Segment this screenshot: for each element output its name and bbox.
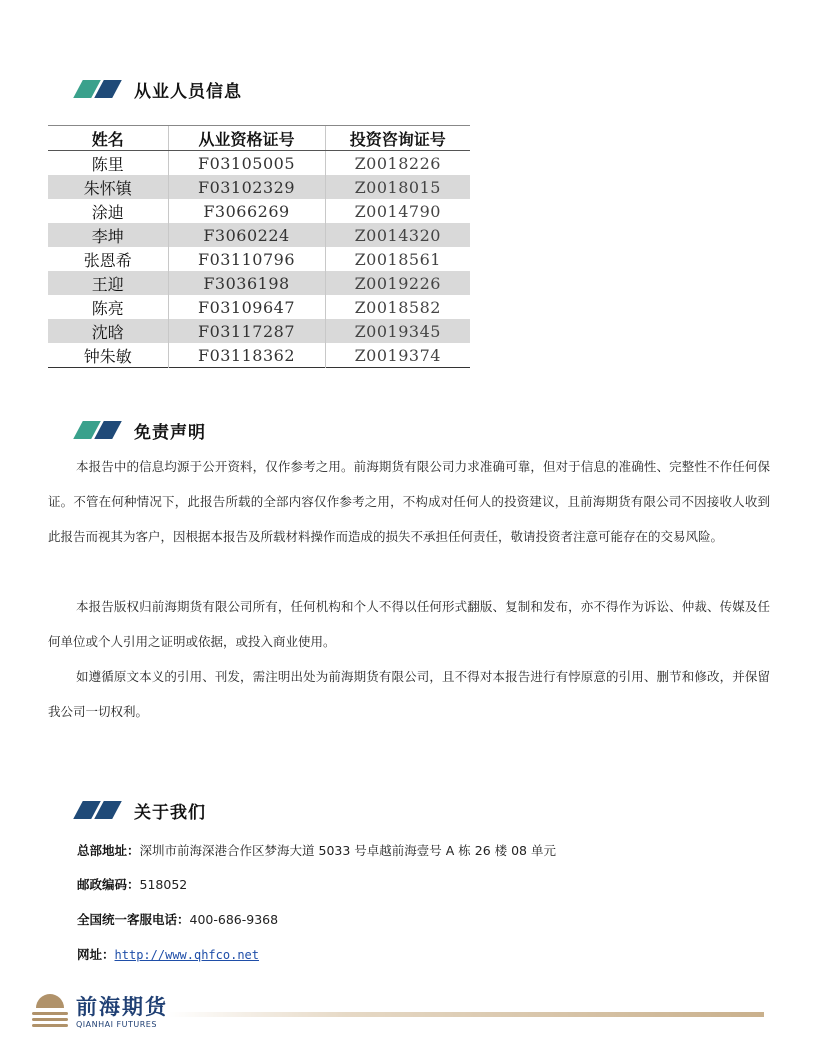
staff-name: 朱怀镇 [48,175,168,199]
disclaimer-paragraph: 本报告中的信息均源于公开资料，仅作参考之用。前海期货有限公司力求准确可靠，但对于信息的准确性、完整性不作任何保证。不管在何种情况下，此报告所载的全部内容仅作参考之用，不构成对任何人的投资建议，且前海期货有限公司不因接收人收到此报告而视其为客户，因根据本报告及所载材料操作而造成的损失不承担任何责任，敬请投资者注意可能存在的交易风险。 [48,459,770,544]
qualification-number: F03110796 [168,247,325,271]
table-row [48,319,470,343]
consulting-number: Z0018226 [325,151,470,176]
staff-name: 钟朱敏 [83,346,132,366]
staff-section-header [78,77,242,101]
consulting-number: Z0019374 [325,343,470,368]
sunrise-waves-icon [30,994,70,1030]
table-row [48,175,470,199]
address-value: 深圳市前海深港合作区梦海大道 5033 号卓越前海壹号 A 栋 26 楼 08 单元 [139,843,556,858]
section-stripes-icon [78,801,122,819]
qualification-number: F3066269 [168,199,325,223]
qualification-number: F03102329 [168,175,325,199]
staff-name: 陈里 [91,154,124,174]
company-logo [30,994,168,1030]
qualification-number: F03118362 [168,343,325,368]
hotline-label: 全国统一客服电话： [77,912,190,927]
staff-name: 沈晗 [48,319,168,343]
about-section-title: 关于我们 [134,802,206,823]
hotline-value: 400-686-9368 [189,912,279,927]
table-row [48,199,470,223]
logo-english-name: QIANHAI FUTURES [76,1019,157,1029]
table-row [48,295,470,319]
table-row [48,247,470,271]
logo-chinese-name: 前海期货 [76,993,168,1019]
disclaimer-paragraph: 本报告版权归前海期货有限公司所有，任何机构和个人不得以任何形式翻版、复制和发布，亦不得作为诉讼、仲裁、传媒及任何单位或个人引用之证明或依据，或投入商业使用。 [48,599,770,649]
website-link[interactable]: http://www.qhfco.net [114,948,260,962]
consulting-number: Z0014790 [325,199,470,223]
staff-name: 陈亮 [91,298,124,318]
footer-divider [168,1012,764,1017]
qualification-number: F03117287 [168,319,325,343]
staff-name: 涂迪 [91,202,124,222]
address-label: 总部地址： [77,843,140,858]
column-header-qualification: 从业资格证号 [168,126,325,151]
staff-name: 张恩希 [83,250,132,270]
qualification-number: F03105005 [168,151,325,176]
staff-name: 李坤 [48,223,168,247]
consulting-number: Z0019345 [325,319,470,343]
qualification-number: F3036198 [168,271,325,295]
consulting-number: Z0018582 [325,295,470,319]
staff-section-title: 从业人员信息 [134,81,242,102]
table-row [48,151,470,176]
postcode-value: 518052 [139,877,188,892]
consulting-number: Z0014320 [325,223,470,247]
section-stripes-icon [78,80,122,98]
disclaimer-section-header [78,418,206,442]
address-line [77,841,556,859]
consulting-number: Z0018561 [325,247,470,271]
postcode-line [77,875,187,893]
website-label: 网址： [77,947,115,962]
column-header-name: 姓名 [48,126,168,151]
about-section-header [78,798,206,822]
disclaimer-section-title: 免责声明 [134,422,206,443]
section-stripes-icon [78,421,122,439]
qualification-number: F03109647 [168,295,325,319]
column-header-consulting: 投资咨询证号 [325,126,470,151]
website-line [77,945,259,963]
postcode-label: 邮政编码： [77,877,140,892]
table-row [48,343,470,368]
hotline-line [77,910,278,928]
table-row [48,271,470,295]
consulting-number: Z0018015 [325,175,470,199]
table-row [48,223,470,247]
qualification-number: F3060224 [168,223,325,247]
staff-name: 王迎 [48,271,168,295]
consulting-number: Z0019226 [325,271,470,295]
disclaimer-paragraph: 如遵循原文本义的引用、刊发，需注明出处为前海期货有限公司，且不得对本报告进行有悖原意的引用、删节和修改，并保留我公司一切权利。 [48,669,770,719]
staff-table [48,125,470,368]
table-header-row [48,126,470,151]
